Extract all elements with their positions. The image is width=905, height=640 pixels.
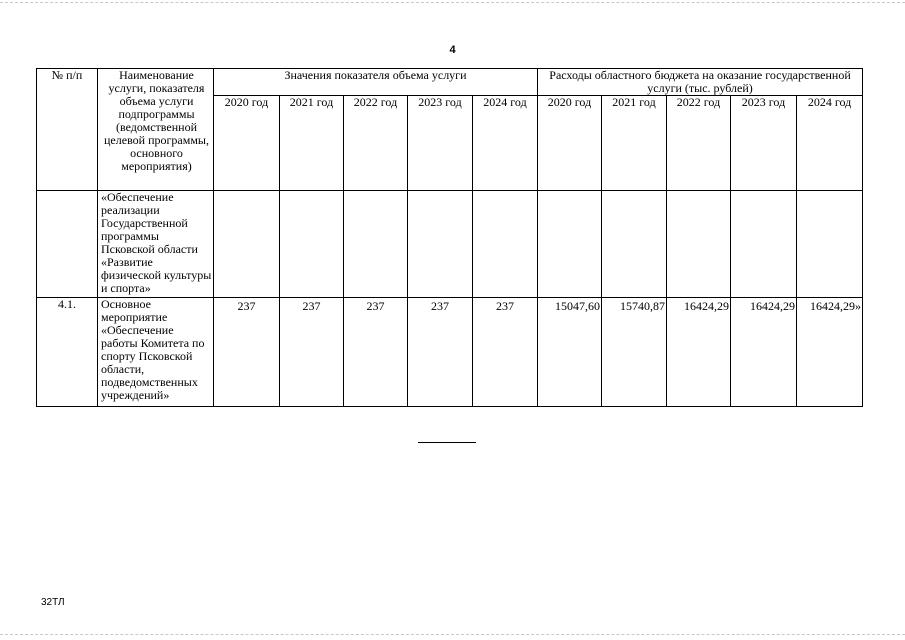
header-expense-year: 2024 год	[797, 96, 863, 191]
page-number: 4	[449, 44, 456, 56]
header-volume-year: 2023 год	[408, 96, 473, 191]
row-expense-value	[731, 191, 797, 298]
scan-edge-top	[0, 2, 905, 3]
header-expense-year: 2022 год	[667, 96, 731, 191]
end-rule	[418, 442, 476, 443]
header-volume-year: 2024 год	[473, 96, 538, 191]
header-name: Наименование услуги, показателя объема услуги подпрограммы (ведомственной целевой программы, основного мероприятия)	[98, 69, 214, 191]
row-volume-value	[280, 191, 344, 298]
header-volume-group: Значения показателя объема услуги	[214, 69, 538, 96]
row-volume-value	[344, 191, 408, 298]
scan-edge-bottom	[0, 634, 905, 635]
row-volume-value: 237	[280, 298, 344, 407]
row-number	[37, 191, 98, 298]
header-expense-year: 2020 год	[538, 96, 602, 191]
row-volume-value: 237	[473, 298, 538, 407]
row-volume-value	[214, 191, 280, 298]
header-expense-year: 2023 год	[731, 96, 797, 191]
budget-table	[36, 68, 863, 407]
row-number: 4.1.	[37, 298, 98, 407]
row-expense-value	[538, 191, 602, 298]
header-volume-year: 2020 год	[214, 96, 280, 191]
row-volume-value	[408, 191, 473, 298]
table-row	[37, 191, 863, 298]
header-volume-year: 2021 год	[280, 96, 344, 191]
header-expense-group: Расходы областного бюджета на оказание государственной услуги (тыс. рублей)	[538, 69, 863, 96]
row-volume-value: 237	[408, 298, 473, 407]
header-expense-year: 2021 год	[602, 96, 667, 191]
row-expense-value	[602, 191, 667, 298]
row-expense-value: 15047,60	[538, 298, 602, 407]
header-volume-year: 2022 год	[344, 96, 408, 191]
row-expense-value	[667, 191, 731, 298]
row-expense-value: 16424,29»	[797, 298, 863, 407]
row-expense-value	[797, 191, 863, 298]
footer-code: 32ТЛ	[41, 597, 65, 608]
row-volume-value	[473, 191, 538, 298]
row-expense-value: 16424,29	[731, 298, 797, 407]
header-row-groups	[37, 69, 863, 96]
row-volume-value: 237	[214, 298, 280, 407]
row-expense-value: 16424,29	[667, 298, 731, 407]
row-name: Основное мероприятие «Обеспечение работы Комитета по спорту Псковской области, подведомственных учреждений»	[98, 298, 214, 407]
row-name: «Обеспечение реализации Государственной программы Псковской области «Развитие физической культуры и спорта»	[98, 191, 214, 298]
header-number: № п/п	[37, 69, 98, 191]
table-row	[37, 298, 863, 407]
row-expense-value: 15740,87	[602, 298, 667, 407]
row-volume-value: 237	[344, 298, 408, 407]
